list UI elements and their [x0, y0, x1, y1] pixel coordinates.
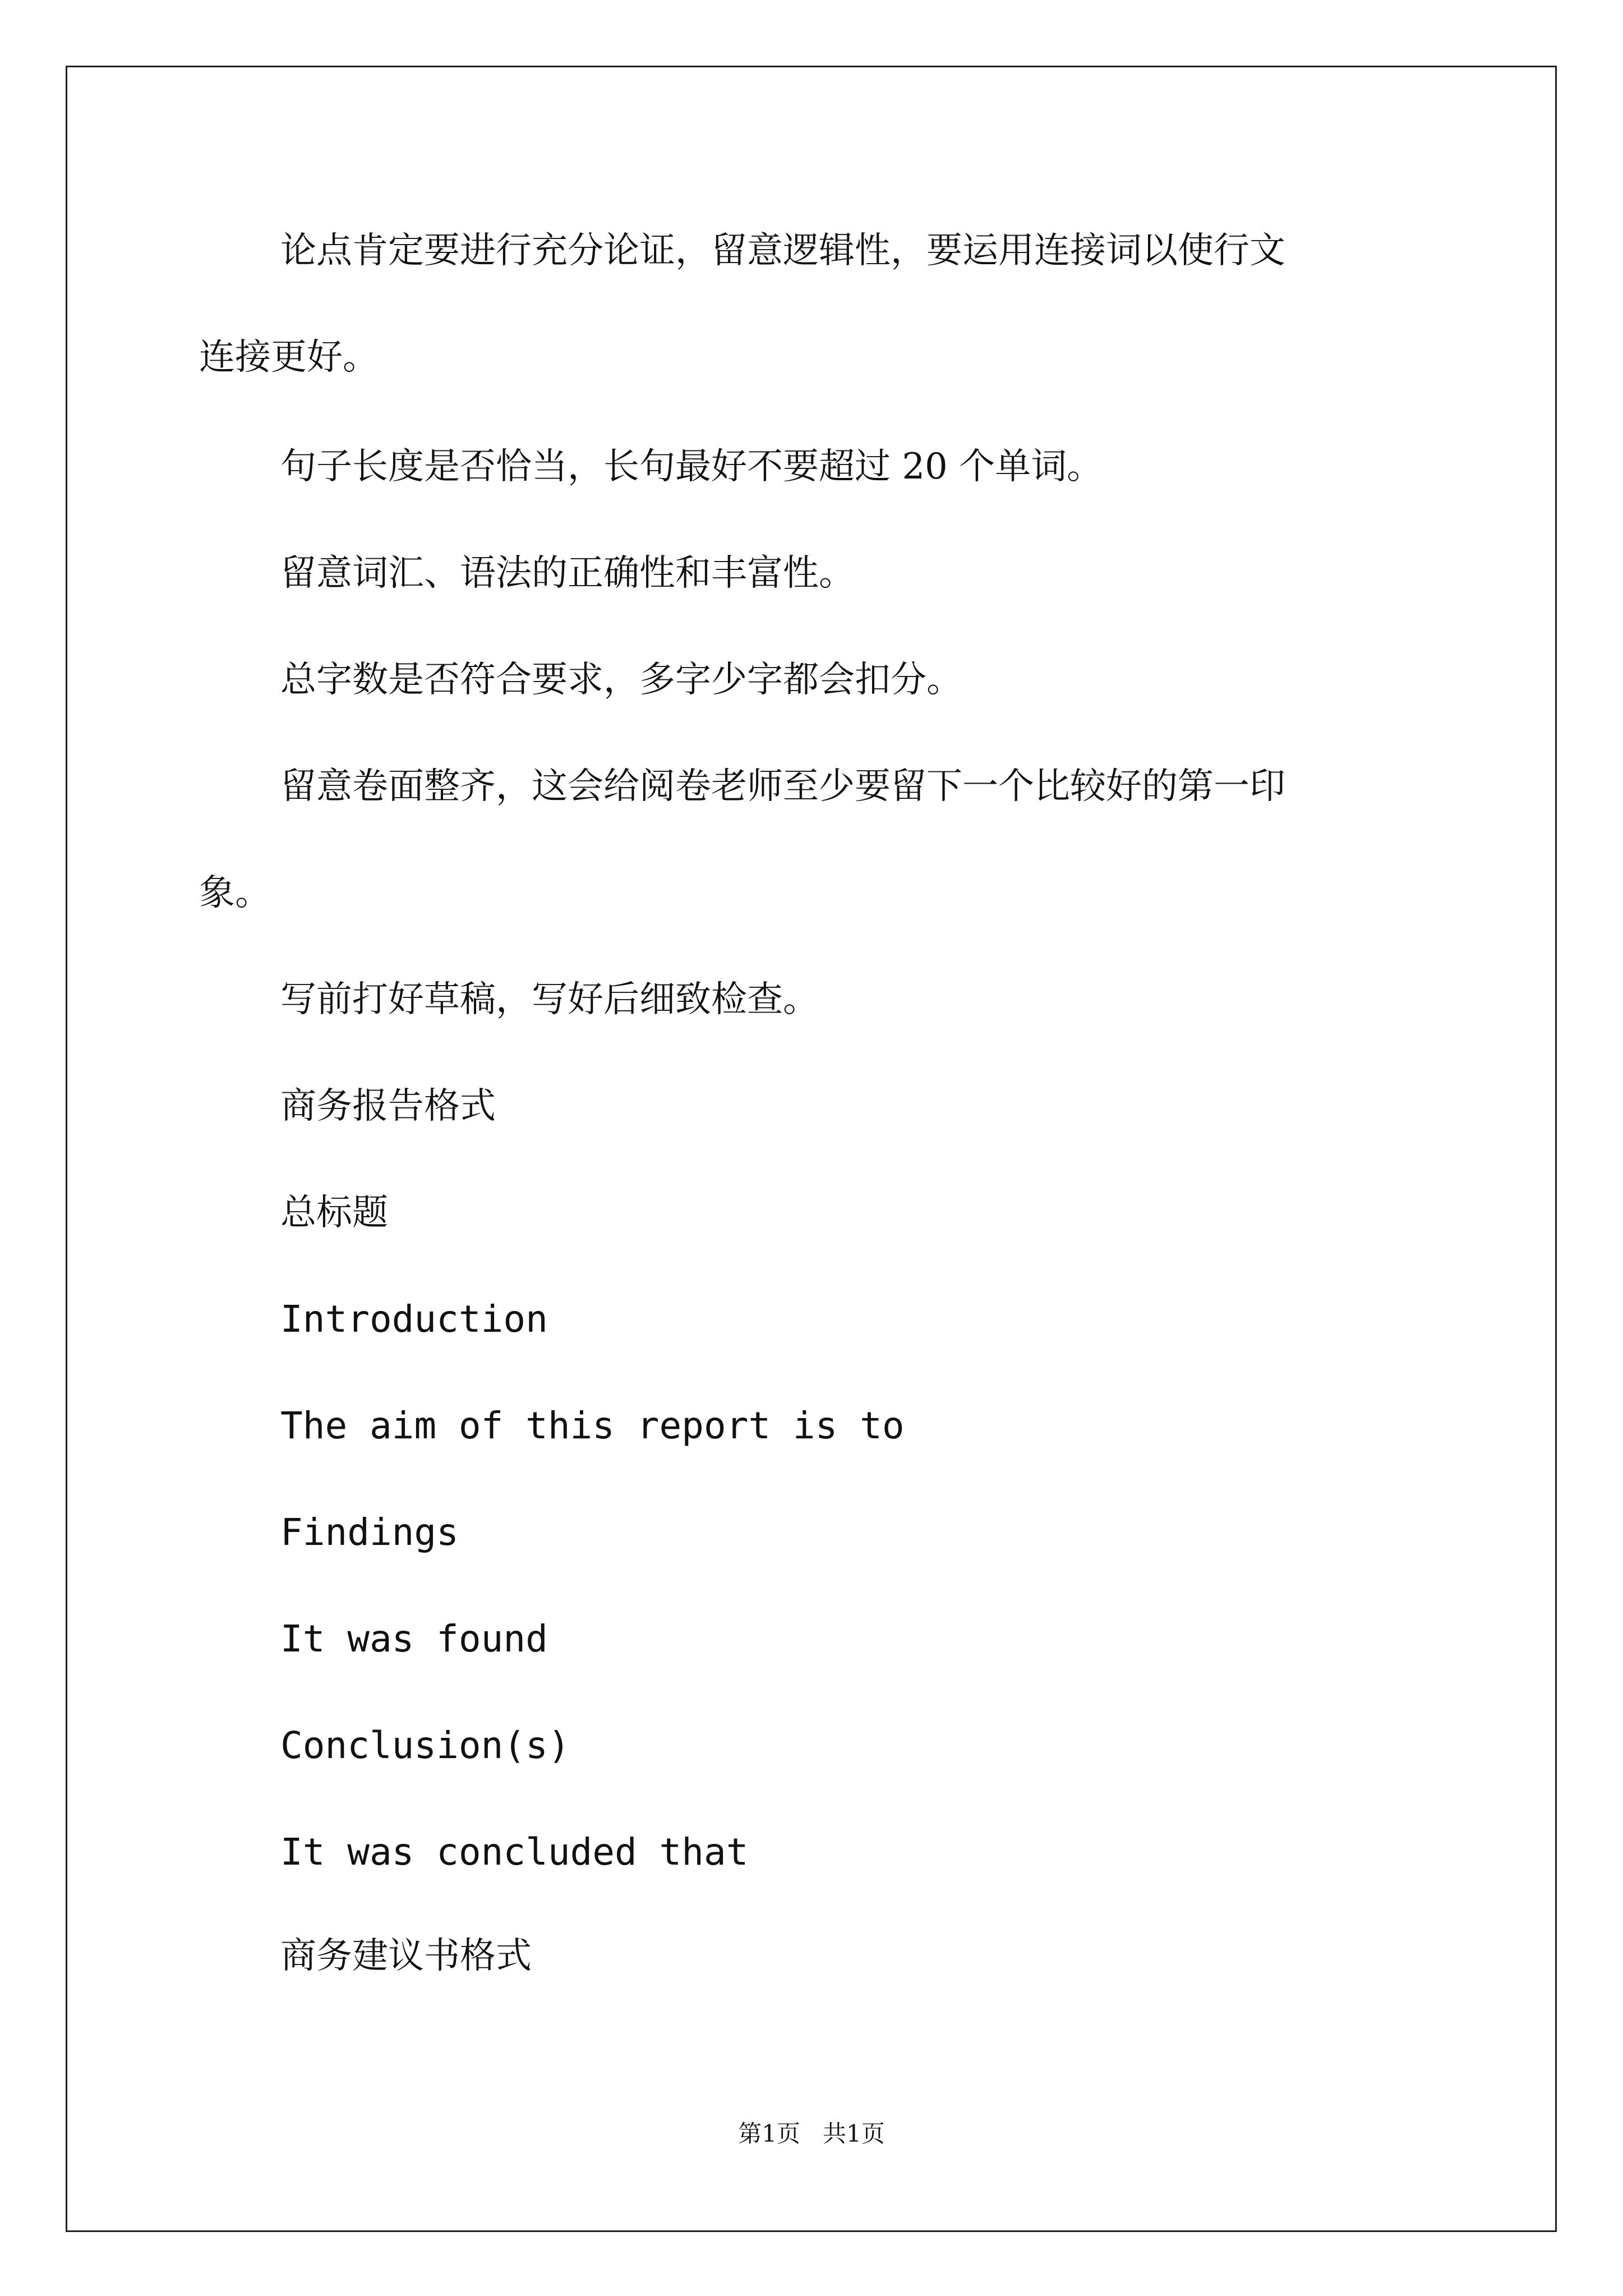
- paragraph-draft: 写前打好草稿，写好后细致检查。: [280, 979, 819, 1020]
- paragraph-neatness: 留意卷面整齐，这会给阅卷老师至少要留下一个比较好的第一印: [280, 766, 1285, 807]
- paragraph-word-count: 总字数是否符合要求，多字少字都会扣分。: [280, 659, 962, 701]
- paragraph-argument-continued: 连接更好。: [199, 337, 379, 378]
- section-findings: Findings: [280, 1511, 459, 1554]
- text-it-was-concluded: It was concluded that: [280, 1830, 749, 1874]
- text-aim-of-report: The aim of this report is to: [280, 1404, 905, 1447]
- section-introduction: Introduction: [280, 1297, 548, 1341]
- paragraph-argument: 论点肯定要进行充分论证，留意逻辑性，要运用连接词以使行文: [280, 230, 1285, 272]
- paragraph-sentence-length: 句子长度是否恰当，长句最好不要超过 20 个单词。: [280, 446, 1103, 487]
- heading-business-proposal-format: 商务建议书格式: [280, 1935, 532, 1977]
- section-conclusions: Conclusion(s): [280, 1724, 570, 1767]
- paragraph-neatness-continued: 象。: [199, 872, 271, 914]
- paragraph-vocabulary: 留意词汇、语法的正确性和丰富性。: [280, 553, 855, 594]
- text-it-was-found: It was found: [280, 1617, 548, 1660]
- heading-business-report-format: 商务报告格式: [280, 1085, 496, 1127]
- heading-main-title: 总标题: [280, 1192, 388, 1234]
- page-footer: 第1页 共1页: [738, 2120, 885, 2147]
